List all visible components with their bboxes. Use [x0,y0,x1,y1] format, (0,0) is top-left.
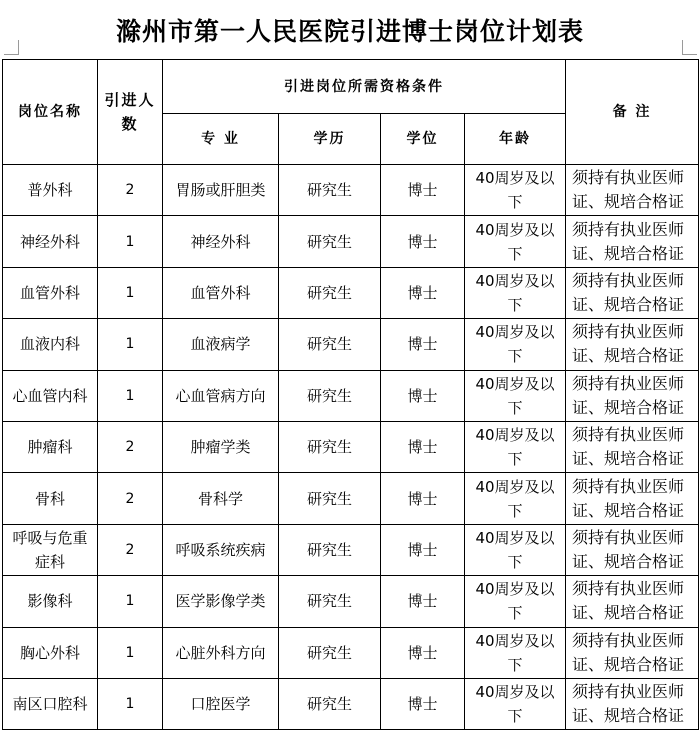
header-degree: 学位 [381,114,465,165]
cell-remarks: 须持有执业医师证、规培合格证 [566,267,699,318]
cell-age: 40周岁及以下 [465,267,566,318]
cell-remarks: 须持有执业医师证、规培合格证 [566,216,699,267]
cell-age: 40周岁及以下 [465,627,566,678]
cell-count: 1 [98,370,163,421]
table-row [3,370,699,421]
cell-position: 骨科 [3,473,98,524]
cell-education: 研究生 [279,524,381,575]
cell-degree: 博士 [381,524,465,575]
table-row [3,319,699,370]
header-remarks: 备 注 [566,60,699,165]
cell-education: 研究生 [279,678,381,729]
cell-degree: 博士 [381,678,465,729]
cell-age: 40周岁及以下 [465,370,566,421]
table-row [3,216,699,267]
cell-age: 40周岁及以下 [465,678,566,729]
cell-remarks: 须持有执业医师证、规培合格证 [566,421,699,472]
cell-count: 1 [98,267,163,318]
cell-count: 1 [98,627,163,678]
header-position: 岗位名称 [3,60,98,165]
cell-remarks: 须持有执业医师证、规培合格证 [566,524,699,575]
cell-education: 研究生 [279,576,381,627]
cell-remarks: 须持有执业医师证、规培合格证 [566,473,699,524]
header-education: 学历 [279,114,381,165]
cell-education: 研究生 [279,473,381,524]
cell-education: 研究生 [279,319,381,370]
cell-degree: 博士 [381,627,465,678]
page-title: 滁州市第一人民医院引进博士岗位计划表 [115,17,584,46]
cell-remarks: 须持有执业医师证、规培合格证 [566,678,699,729]
header-conditions: 引进岗位所需资格条件 [163,60,566,114]
table-row [3,576,699,627]
cell-age: 40周岁及以下 [465,524,566,575]
cell-count: 1 [98,216,163,267]
cell-major: 血管外科 [163,267,279,318]
table-row [3,165,699,216]
cell-remarks: 须持有执业医师证、规培合格证 [566,627,699,678]
cell-remarks: 须持有执业医师证、规培合格证 [566,165,699,216]
cell-count: 1 [98,576,163,627]
cell-age: 40周岁及以下 [465,421,566,472]
header-age: 年龄 [465,114,566,165]
cell-position: 胸心外科 [3,627,98,678]
cell-position: 普外科 [3,165,98,216]
cell-degree: 博士 [381,319,465,370]
cell-major: 神经外科 [163,216,279,267]
plan-table [2,59,699,730]
cell-major: 心脏外科方向 [163,627,279,678]
cell-education: 研究生 [279,165,381,216]
cell-remarks: 须持有执业医师证、规培合格证 [566,370,699,421]
cell-count: 2 [98,524,163,575]
cell-age: 40周岁及以下 [465,165,566,216]
cell-major: 血液病学 [163,319,279,370]
cell-education: 研究生 [279,421,381,472]
cell-remarks: 须持有执业医师证、规培合格证 [566,576,699,627]
cell-major: 口腔医学 [163,678,279,729]
cell-count: 1 [98,319,163,370]
cell-education: 研究生 [279,627,381,678]
cell-degree: 博士 [381,576,465,627]
cell-position: 呼吸与危重症科 [3,524,98,575]
table-row [3,678,699,729]
table-row [3,473,699,524]
cell-major: 肿瘤学类 [163,421,279,472]
cell-position: 肿瘤科 [3,421,98,472]
cell-major: 心血管病方向 [163,370,279,421]
cell-position: 心血管内科 [3,370,98,421]
cell-position: 神经外科 [3,216,98,267]
cell-degree: 博士 [381,267,465,318]
cell-major: 呼吸系统疾病 [163,524,279,575]
cell-major: 胃肠或肝胆类 [163,165,279,216]
cell-major: 医学影像学类 [163,576,279,627]
cell-education: 研究生 [279,370,381,421]
cell-age: 40周岁及以下 [465,216,566,267]
cell-position: 血液内科 [3,319,98,370]
cell-degree: 博士 [381,370,465,421]
header-major: 专 业 [163,114,279,165]
header-count: 引进人数 [98,60,163,165]
table-row [3,627,699,678]
cell-major: 骨科学 [163,473,279,524]
cell-count: 2 [98,165,163,216]
cell-count: 2 [98,421,163,472]
table-row [3,267,699,318]
cell-degree: 博士 [381,216,465,267]
cell-position: 影像科 [3,576,98,627]
cell-age: 40周岁及以下 [465,319,566,370]
cell-degree: 博士 [381,473,465,524]
cell-remarks: 须持有执业医师证、规培合格证 [566,319,699,370]
cell-education: 研究生 [279,267,381,318]
cell-count: 1 [98,678,163,729]
cell-position: 南区口腔科 [3,678,98,729]
header-row [3,60,699,114]
cell-position: 血管外科 [3,267,98,318]
cell-count: 2 [98,473,163,524]
cell-degree: 博士 [381,165,465,216]
cell-age: 40周岁及以下 [465,473,566,524]
cell-age: 40周岁及以下 [465,576,566,627]
table-row [3,421,699,472]
cell-degree: 博士 [381,421,465,472]
table-row [3,524,699,575]
cell-education: 研究生 [279,216,381,267]
